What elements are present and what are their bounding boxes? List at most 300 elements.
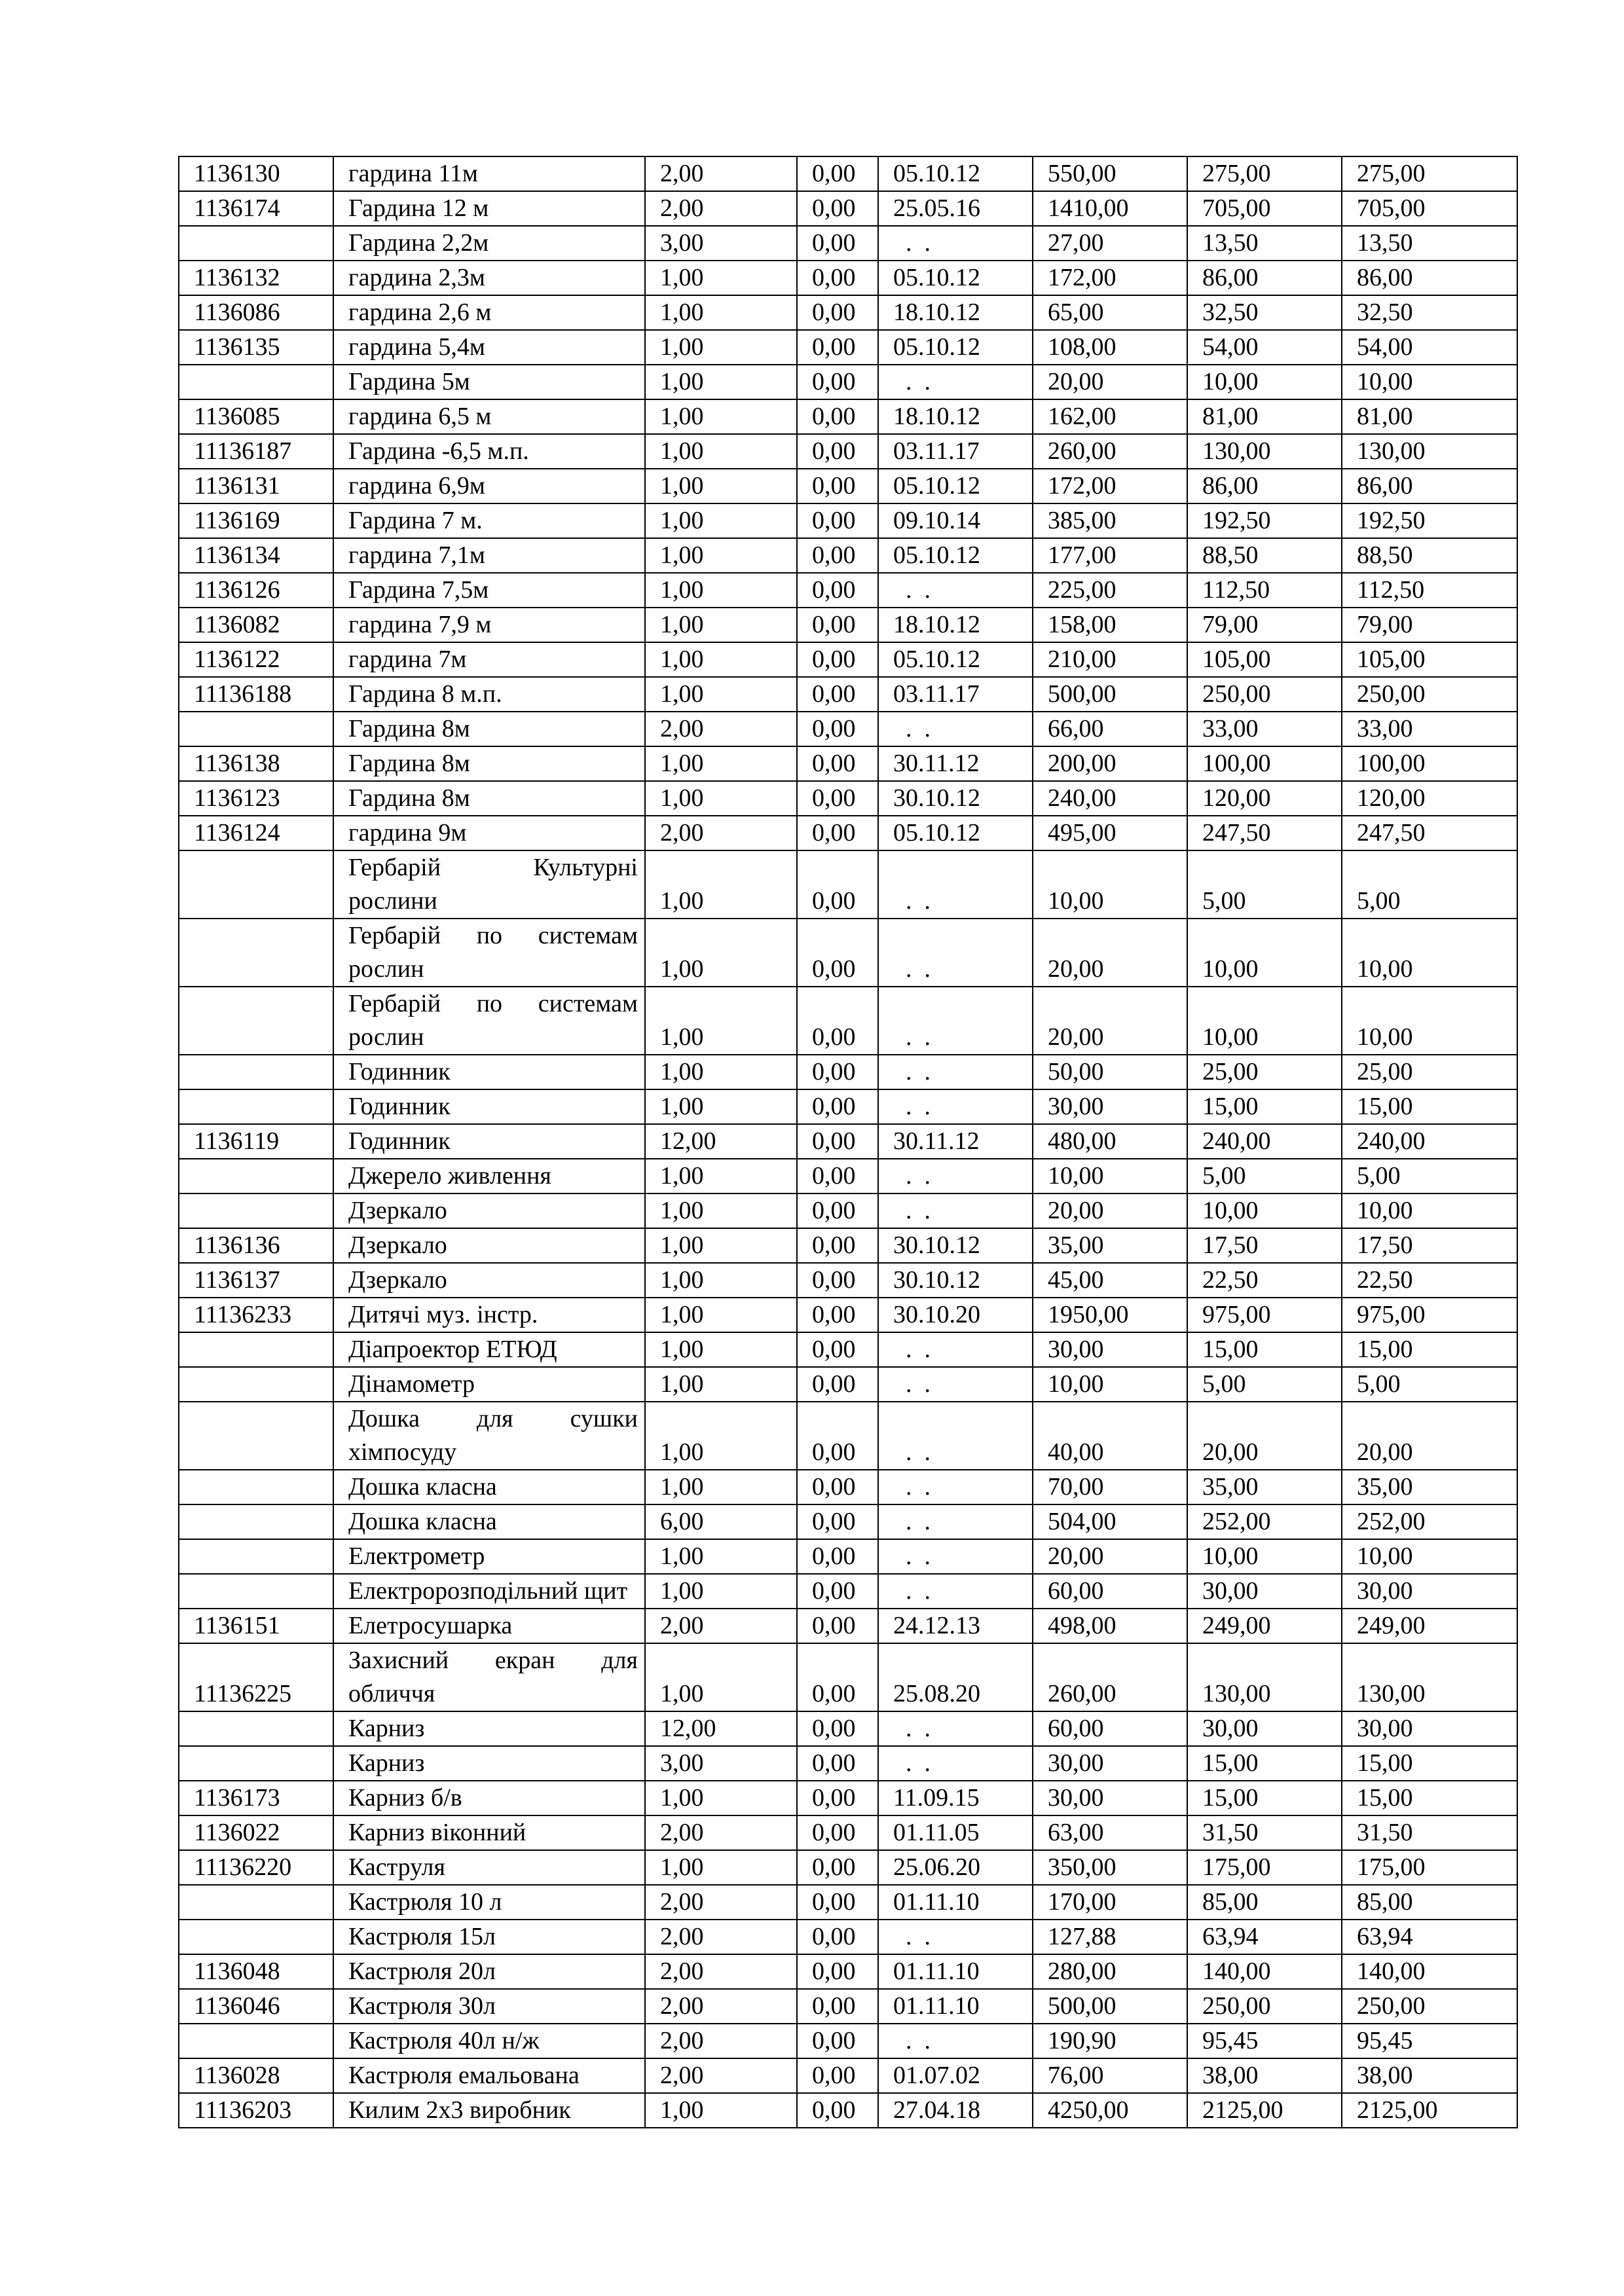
residual-value-cell: 100,00 [1342,746,1517,781]
table-row [179,608,1517,642]
date-cell: . . [878,919,1033,987]
quantity-cell: 1,00 [645,573,797,608]
date-cell: . . [878,987,1033,1055]
table-row [179,1194,1517,1228]
date-cell: 05.10.12 [878,538,1033,573]
table-row [179,1263,1517,1298]
table-row [179,850,1517,919]
inventory-number-cell: 1136174 [179,191,333,226]
date-cell: 25.08.20 [878,1643,1033,1711]
col-zero-cell: 0,00 [797,642,878,677]
inventory-number-cell: 1136046 [179,1989,333,2024]
item-name-cell: гардина 6,9м [333,469,645,503]
residual-value-cell: 10,00 [1342,1539,1517,1574]
date-cell: 01.11.05 [878,1815,1033,1850]
date-cell: . . [878,226,1033,261]
date-cell: 25.06.20 [878,1850,1033,1885]
quantity-cell: 1,00 [645,1055,797,1089]
item-name-cell: Кастрюля 15л [333,1920,645,1954]
inventory-number-cell [179,1504,333,1539]
item-name-cell: Кастрюля 40л н/ж [333,2024,645,2058]
residual-value-cell: 120,00 [1342,781,1517,816]
total-cost-cell: 65,00 [1033,295,1187,330]
date-cell: . . [878,712,1033,746]
quantity-cell: 1,00 [645,677,797,712]
residual-value-cell: 30,00 [1342,1574,1517,1609]
inventory-number-cell [179,2024,333,2058]
table-row [179,677,1517,712]
item-name-cell: Годинник [333,1055,645,1089]
residual-value-cell: 10,00 [1342,919,1517,987]
residual-value-cell: 31,50 [1342,1815,1517,1850]
col-zero-cell: 0,00 [797,1781,878,1815]
date-cell: 09.10.14 [878,503,1033,538]
table-row [179,1367,1517,1402]
inventory-number-cell: 1136135 [179,330,333,365]
quantity-cell: 1,00 [645,1781,797,1815]
residual-value-cell: 130,00 [1342,1643,1517,1711]
residual-value-cell: 86,00 [1342,261,1517,295]
quantity-cell: 1,00 [645,1574,797,1609]
total-cost-cell: 20,00 [1033,1539,1187,1574]
item-name-cell: Гардина 8 м.п. [333,677,645,712]
depreciation-cell: 88,50 [1187,538,1342,573]
residual-value-cell: 79,00 [1342,608,1517,642]
total-cost-cell: 60,00 [1033,1711,1187,1746]
total-cost-cell: 1410,00 [1033,191,1187,226]
col-zero-cell: 0,00 [797,781,878,816]
item-name-cell: Дошка класна [333,1470,645,1504]
table-row [179,365,1517,399]
residual-value-cell: 20,00 [1342,1402,1517,1470]
quantity-cell: 1,00 [645,469,797,503]
col-zero-cell: 0,00 [797,573,878,608]
col-zero-cell: 0,00 [797,919,878,987]
date-cell: 30.11.12 [878,746,1033,781]
quantity-cell: 1,00 [645,987,797,1055]
inventory-number-cell [179,1885,333,1920]
inventory-number-cell [179,1574,333,1609]
quantity-cell: 1,00 [645,330,797,365]
total-cost-cell: 30,00 [1033,1746,1187,1781]
table-row [179,469,1517,503]
depreciation-cell: 35,00 [1187,1470,1342,1504]
date-cell: . . [878,1332,1033,1367]
inventory-number-cell: 1136119 [179,1124,333,1159]
table-row [179,1609,1517,1643]
depreciation-cell: 2125,00 [1187,2093,1342,2128]
date-cell: 30.10.20 [878,1298,1033,1332]
depreciation-cell: 130,00 [1187,434,1342,469]
inventory-number-cell: 1136124 [179,816,333,850]
item-name-cell: Гербарій Культурні рослини [333,850,645,919]
col-zero-cell: 0,00 [797,469,878,503]
total-cost-cell: 240,00 [1033,781,1187,816]
item-name-cell: Гардина 8м [333,712,645,746]
quantity-cell: 1,00 [645,2093,797,2128]
item-name-cell: Кастрюля емальована [333,2058,645,2093]
table-row [179,1815,1517,1850]
table-row [179,226,1517,261]
residual-value-cell: 5,00 [1342,1159,1517,1194]
quantity-cell: 2,00 [645,1954,797,1989]
item-name-cell: Дошка класна [333,1504,645,1539]
inventory-number-cell: 11136188 [179,677,333,712]
inventory-number-cell [179,1711,333,1746]
total-cost-cell: 45,00 [1033,1263,1187,1298]
item-name-cell: Килим 2х3 виробник [333,2093,645,2128]
table-row [179,1850,1517,1885]
item-name-cell: Дитячі муз. інстр. [333,1298,645,1332]
quantity-cell: 12,00 [645,1711,797,1746]
table-row [179,642,1517,677]
col-zero-cell: 0,00 [797,503,878,538]
depreciation-cell: 247,50 [1187,816,1342,850]
quantity-cell: 1,00 [645,261,797,295]
depreciation-cell: 31,50 [1187,1815,1342,1850]
quantity-cell: 1,00 [645,1539,797,1574]
residual-value-cell: 250,00 [1342,1989,1517,2024]
col-zero-cell: 0,00 [797,1055,878,1089]
date-cell: 30.10.12 [878,781,1033,816]
date-cell: 03.11.17 [878,434,1033,469]
quantity-cell: 1,00 [645,642,797,677]
item-name-cell: гардина 6,5 м [333,399,645,434]
total-cost-cell: 27,00 [1033,226,1187,261]
total-cost-cell: 260,00 [1033,1643,1187,1711]
inventory-number-cell: 1136086 [179,295,333,330]
table-row [179,1228,1517,1263]
date-cell: 27.04.18 [878,2093,1033,2128]
inventory-number-cell: 1136169 [179,503,333,538]
total-cost-cell: 4250,00 [1033,2093,1187,2128]
inventory-number-cell: 11136220 [179,1850,333,1885]
col-zero-cell: 0,00 [797,1263,878,1298]
residual-value-cell: 192,50 [1342,503,1517,538]
total-cost-cell: 30,00 [1033,1089,1187,1124]
col-zero-cell: 0,00 [797,1504,878,1539]
total-cost-cell: 63,00 [1033,1815,1187,1850]
quantity-cell: 1,00 [645,1228,797,1263]
quantity-cell: 1,00 [645,1402,797,1470]
total-cost-cell: 10,00 [1033,850,1187,919]
date-cell: 05.10.12 [878,330,1033,365]
depreciation-cell: 81,00 [1187,399,1342,434]
item-name-cell: Гардина 5м [333,365,645,399]
table-row [179,1159,1517,1194]
item-name-cell: Електрометр [333,1539,645,1574]
col-zero-cell: 0,00 [797,261,878,295]
date-cell: . . [878,1367,1033,1402]
table-row [179,261,1517,295]
depreciation-cell: 5,00 [1187,850,1342,919]
col-zero-cell: 0,00 [797,1194,878,1228]
total-cost-cell: 20,00 [1033,365,1187,399]
depreciation-cell: 86,00 [1187,469,1342,503]
depreciation-cell: 112,50 [1187,573,1342,608]
total-cost-cell: 504,00 [1033,1504,1187,1539]
table-row [179,919,1517,987]
col-zero-cell: 0,00 [797,1746,878,1781]
item-name-cell: Годинник [333,1089,645,1124]
table-row [179,330,1517,365]
date-cell: 18.10.12 [878,608,1033,642]
depreciation-cell: 38,00 [1187,2058,1342,2093]
quantity-cell: 1,00 [645,1850,797,1885]
depreciation-cell: 95,45 [1187,2024,1342,2058]
date-cell: 30.11.12 [878,1124,1033,1159]
inventory-number-cell: 1136028 [179,2058,333,2093]
date-cell: . . [878,1470,1033,1504]
table-row [179,503,1517,538]
item-name-cell: Елетросушарка [333,1609,645,1643]
item-name-cell: Джерело живлення [333,1159,645,1194]
date-cell: 18.10.12 [878,295,1033,330]
date-cell: 05.10.12 [878,642,1033,677]
table-body [179,156,1517,2128]
date-cell: 30.10.12 [878,1228,1033,1263]
residual-value-cell: 33,00 [1342,712,1517,746]
inventory-number-cell [179,1332,333,1367]
inventory-number-cell [179,1055,333,1089]
total-cost-cell: 498,00 [1033,1609,1187,1643]
depreciation-cell: 5,00 [1187,1159,1342,1194]
total-cost-cell: 480,00 [1033,1124,1187,1159]
col-zero-cell: 0,00 [797,365,878,399]
inventory-number-cell: 11136203 [179,2093,333,2128]
total-cost-cell: 550,00 [1033,156,1187,191]
inventory-number-cell: 11136187 [179,434,333,469]
total-cost-cell: 1950,00 [1033,1298,1187,1332]
date-cell: . . [878,1539,1033,1574]
quantity-cell: 1,00 [645,1194,797,1228]
item-name-cell: Захисний екран для обличчя [333,1643,645,1711]
inventory-number-cell: 1136123 [179,781,333,816]
date-cell: . . [878,1402,1033,1470]
depreciation-cell: 30,00 [1187,1711,1342,1746]
col-zero-cell: 0,00 [797,1539,878,1574]
total-cost-cell: 162,00 [1033,399,1187,434]
depreciation-cell: 13,50 [1187,226,1342,261]
total-cost-cell: 260,00 [1033,434,1187,469]
table-row [179,746,1517,781]
quantity-cell: 12,00 [645,1124,797,1159]
table-row [179,987,1517,1055]
col-zero-cell: 0,00 [797,1402,878,1470]
date-cell: 05.10.12 [878,816,1033,850]
table-row [179,573,1517,608]
inventory-number-cell [179,1089,333,1124]
quantity-cell: 2,00 [645,1989,797,2024]
date-cell: . . [878,1194,1033,1228]
item-name-cell: Гардина 8м [333,781,645,816]
table-row [179,1504,1517,1539]
inventory-number-cell: 1136085 [179,399,333,434]
inventory-table [178,156,1518,2128]
inventory-number-cell: 1136136 [179,1228,333,1263]
table-row [179,191,1517,226]
col-zero-cell: 0,00 [797,850,878,919]
col-zero-cell: 0,00 [797,434,878,469]
total-cost-cell: 385,00 [1033,503,1187,538]
table-row [179,156,1517,191]
total-cost-cell: 210,00 [1033,642,1187,677]
depreciation-cell: 54,00 [1187,330,1342,365]
item-name-cell: гардина 11м [333,156,645,191]
residual-value-cell: 10,00 [1342,1194,1517,1228]
date-cell: 01.11.10 [878,1885,1033,1920]
col-zero-cell: 0,00 [797,1124,878,1159]
total-cost-cell: 30,00 [1033,1332,1187,1367]
inventory-number-cell: 1136122 [179,642,333,677]
quantity-cell: 2,00 [645,816,797,850]
quantity-cell: 1,00 [645,1159,797,1194]
date-cell: . . [878,1159,1033,1194]
depreciation-cell: 10,00 [1187,987,1342,1055]
date-cell: 24.12.13 [878,1609,1033,1643]
item-name-cell: гардина 2,3м [333,261,645,295]
residual-value-cell: 5,00 [1342,1367,1517,1402]
residual-value-cell: 2125,00 [1342,2093,1517,2128]
quantity-cell: 2,00 [645,712,797,746]
total-cost-cell: 40,00 [1033,1402,1187,1470]
residual-value-cell: 30,00 [1342,1711,1517,1746]
residual-value-cell: 86,00 [1342,469,1517,503]
col-zero-cell: 0,00 [797,295,878,330]
table-row [179,1643,1517,1711]
total-cost-cell: 127,88 [1033,1920,1187,1954]
depreciation-cell: 30,00 [1187,1574,1342,1609]
table-row [179,434,1517,469]
col-zero-cell: 0,00 [797,2058,878,2093]
date-cell: 03.11.17 [878,677,1033,712]
residual-value-cell: 38,00 [1342,2058,1517,2093]
residual-value-cell: 112,50 [1342,573,1517,608]
item-name-cell: Карниз віконний [333,1815,645,1850]
item-name-cell: Гардина 12 м [333,191,645,226]
col-zero-cell: 0,00 [797,1228,878,1263]
depreciation-cell: 10,00 [1187,365,1342,399]
item-name-cell: гардина 7,1м [333,538,645,573]
depreciation-cell: 85,00 [1187,1885,1342,1920]
item-name-cell: Дзеркало [333,1228,645,1263]
date-cell: . . [878,1504,1033,1539]
table-row [179,1885,1517,1920]
col-zero-cell: 0,00 [797,816,878,850]
inventory-number-cell [179,1746,333,1781]
item-name-cell: Електророзподільний щит [333,1574,645,1609]
total-cost-cell: 30,00 [1033,1781,1187,1815]
residual-value-cell: 140,00 [1342,1954,1517,1989]
col-zero-cell: 0,00 [797,399,878,434]
date-cell: 01.07.02 [878,2058,1033,2093]
residual-value-cell: 249,00 [1342,1609,1517,1643]
depreciation-cell: 20,00 [1187,1402,1342,1470]
total-cost-cell: 35,00 [1033,1228,1187,1263]
depreciation-cell: 140,00 [1187,1954,1342,1989]
date-cell: . . [878,365,1033,399]
depreciation-cell: 5,00 [1187,1367,1342,1402]
depreciation-cell: 79,00 [1187,608,1342,642]
quantity-cell: 1,00 [645,503,797,538]
inventory-number-cell: 1136134 [179,538,333,573]
inventory-number-cell [179,1470,333,1504]
depreciation-cell: 10,00 [1187,1539,1342,1574]
inventory-number-cell [179,1367,333,1402]
quantity-cell: 2,00 [645,1885,797,1920]
item-name-cell: Діапроектор ЕТЮД [333,1332,645,1367]
date-cell: 01.11.10 [878,1954,1033,1989]
residual-value-cell: 25,00 [1342,1055,1517,1089]
col-zero-cell: 0,00 [797,226,878,261]
item-name-cell: Гардина 7,5м [333,573,645,608]
item-name-cell: Карниз [333,1711,645,1746]
total-cost-cell: 108,00 [1033,330,1187,365]
inventory-number-cell: 1136138 [179,746,333,781]
quantity-cell: 2,00 [645,1815,797,1850]
depreciation-cell: 105,00 [1187,642,1342,677]
date-cell: . . [878,2024,1033,2058]
inventory-number-cell: 1136130 [179,156,333,191]
inventory-number-cell: 1136151 [179,1609,333,1643]
date-cell: 30.10.12 [878,1263,1033,1298]
residual-value-cell: 63,94 [1342,1920,1517,1954]
inventory-number-cell: 11136225 [179,1643,333,1711]
total-cost-cell: 60,00 [1033,1574,1187,1609]
col-zero-cell: 0,00 [797,677,878,712]
inventory-number-cell: 1136082 [179,608,333,642]
table-row [179,1711,1517,1746]
depreciation-cell: 275,00 [1187,156,1342,191]
total-cost-cell: 20,00 [1033,919,1187,987]
quantity-cell: 3,00 [645,1746,797,1781]
quantity-cell: 1,00 [645,1089,797,1124]
total-cost-cell: 50,00 [1033,1055,1187,1089]
quantity-cell: 1,00 [645,1643,797,1711]
date-cell: . . [878,1920,1033,1954]
residual-value-cell: 81,00 [1342,399,1517,434]
depreciation-cell: 252,00 [1187,1504,1342,1539]
table-row [179,1332,1517,1367]
table-row [179,295,1517,330]
residual-value-cell: 54,00 [1342,330,1517,365]
inventory-number-cell [179,1402,333,1470]
total-cost-cell: 350,00 [1033,1850,1187,1885]
col-zero-cell: 0,00 [797,191,878,226]
item-name-cell: Гардина 2,2м [333,226,645,261]
date-cell: 05.10.12 [878,261,1033,295]
quantity-cell: 1,00 [645,781,797,816]
quantity-cell: 1,00 [645,1367,797,1402]
quantity-cell: 1,00 [645,1470,797,1504]
depreciation-cell: 100,00 [1187,746,1342,781]
depreciation-cell: 240,00 [1187,1124,1342,1159]
date-cell: . . [878,1746,1033,1781]
inventory-number-cell [179,226,333,261]
item-name-cell: Карниз [333,1746,645,1781]
inventory-number-cell [179,365,333,399]
residual-value-cell: 15,00 [1342,1089,1517,1124]
residual-value-cell: 10,00 [1342,987,1517,1055]
depreciation-cell: 15,00 [1187,1746,1342,1781]
table-row [179,1574,1517,1609]
inventory-number-cell: 1136048 [179,1954,333,1989]
col-zero-cell: 0,00 [797,1159,878,1194]
total-cost-cell: 225,00 [1033,573,1187,608]
residual-value-cell: 130,00 [1342,434,1517,469]
col-zero-cell: 0,00 [797,1089,878,1124]
col-zero-cell: 0,00 [797,712,878,746]
